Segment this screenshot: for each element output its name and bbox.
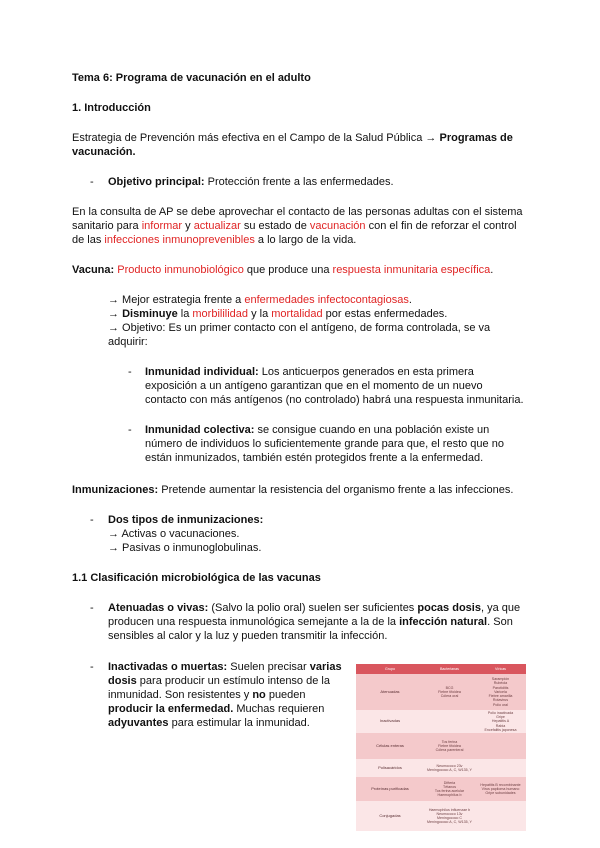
section-heading-clasificacion: 1.1 Clasificación microbiológica de las vacunas bbox=[72, 572, 321, 584]
tipos-activas: → Activas o vacunaciones. bbox=[108, 528, 240, 540]
inmunidad-individual-line-3: contacto con más antígenos (no controlado) habrá una respuesta inmunitaria. bbox=[145, 394, 524, 406]
bold-text: infección natural bbox=[399, 616, 488, 628]
inmunizaciones-definition bbox=[72, 483, 513, 497]
inactivadas-line-1 bbox=[108, 660, 342, 674]
text: Muchas requieren bbox=[233, 703, 325, 715]
table-header-row bbox=[356, 664, 526, 674]
consulta-line-1: En la consulta de AP se debe aprovechar el contacto de las personas adultas con el sistema bbox=[72, 206, 523, 218]
table-cell: Inactivadas bbox=[356, 710, 424, 733]
table-row bbox=[356, 733, 526, 759]
bold-text: producir la enfermedad. bbox=[108, 703, 234, 715]
table-cell: Proteínas purificadas bbox=[356, 777, 424, 801]
highlight: mortalidad bbox=[271, 308, 323, 320]
bullet-dash: - bbox=[128, 366, 132, 378]
table-cell bbox=[475, 759, 526, 777]
label: Atenuadas o vivas: bbox=[108, 602, 209, 614]
bullet-dash: - bbox=[90, 602, 94, 614]
tipos-label: Dos tipos de inmunizaciones: bbox=[108, 514, 264, 526]
table-row bbox=[356, 801, 526, 831]
highlight: informar bbox=[141, 220, 183, 232]
text: Pretende aumentar la resistencia del organismo frente a las infecciones. bbox=[158, 484, 514, 496]
bold-text: Disminuye bbox=[122, 308, 178, 320]
text: y la bbox=[248, 308, 272, 320]
table-cell: Haemophilus influenzae b Neumococo 13v Meningococo C Meningococo A, C, W135, Y bbox=[424, 801, 475, 831]
bold-text: adyuvantes bbox=[108, 717, 169, 729]
table-header-cell: Grupo bbox=[356, 664, 424, 674]
table-cell: Sarampión Rubéola Parotiditis Varicela Fiebre amarilla Rotavirus Polio oral bbox=[475, 674, 526, 710]
text: a lo largo de la vida. bbox=[254, 234, 357, 246]
table-cell: Tos ferina Fiebre tifoidea Cólera parenteral bbox=[424, 733, 475, 759]
section-heading-intro: 1. Introducción bbox=[72, 102, 151, 114]
highlight: vacunación bbox=[309, 220, 366, 232]
highlight: actualizar bbox=[193, 220, 241, 232]
text: producen una respuesta inmunológica semejante a la de la bbox=[108, 616, 400, 628]
vacuna-definition bbox=[72, 263, 493, 277]
text: para estimular la inmunidad. bbox=[168, 717, 310, 729]
highlight: infecciones inmunoprevenibles bbox=[104, 234, 255, 246]
text: Suelen precisar bbox=[227, 661, 310, 673]
inmunidad-individual-line-1 bbox=[145, 365, 474, 379]
table-row bbox=[356, 710, 526, 733]
text: con el fin de reforzar el control bbox=[365, 220, 517, 232]
objetivo-text: Protección frente a las enfermedades. bbox=[204, 176, 394, 188]
consulta-line-2 bbox=[72, 219, 517, 233]
table-cell bbox=[475, 733, 526, 759]
table-cell: Neumococo 23v Meningococo A, C, W135, Y bbox=[424, 759, 475, 777]
table-cell bbox=[424, 710, 475, 733]
label: Inmunidad colectiva: bbox=[145, 424, 255, 436]
tipos-pasivas: → Pasivas o inmunoglobulinas. bbox=[108, 542, 262, 554]
inactivadas-line-3 bbox=[108, 688, 306, 702]
objetivo-label: Objetivo principal: bbox=[108, 176, 205, 188]
vacuna-label: Vacuna: bbox=[72, 264, 115, 276]
table-row bbox=[356, 777, 526, 801]
highlight: enfermedades infectocontagiosas bbox=[244, 294, 409, 306]
atenuadas-line-1 bbox=[108, 601, 520, 615]
table-header-cell: Bacterianas bbox=[424, 664, 475, 674]
arrow-item-1 bbox=[108, 293, 412, 307]
table-cell: Polio inactivada Gripe Hepatitis A Rabia Encefalitis japonesa bbox=[475, 710, 526, 733]
table-cell: BCG Fiebre tifoidea Cólera oral bbox=[424, 674, 475, 710]
text: sanitario para bbox=[72, 220, 142, 232]
highlight: respuesta inmunitaria específica bbox=[332, 264, 491, 276]
text: por estas enfermedades. bbox=[322, 308, 448, 320]
text: . Son bbox=[487, 616, 513, 628]
text: → Mejor estrategia frente a bbox=[108, 294, 245, 306]
label: Inactivadas o muertas: bbox=[108, 661, 228, 673]
inactivadas-line-2 bbox=[108, 674, 330, 688]
bullet-dash: - bbox=[90, 514, 94, 526]
text: , ya que bbox=[480, 602, 521, 614]
text: . bbox=[490, 264, 494, 276]
intro-line-2: vacunación. bbox=[72, 146, 136, 158]
consulta-line-3 bbox=[72, 233, 356, 247]
bold-text: dosis bbox=[108, 675, 137, 687]
table-cell bbox=[475, 801, 526, 831]
bullet-dash: - bbox=[90, 176, 94, 188]
text: su estado de bbox=[240, 220, 310, 232]
bullet-dash: - bbox=[90, 661, 94, 673]
intro-text: Estrategia de Prevención más efectiva en el Campo de la Salud Pública → bbox=[72, 132, 440, 144]
table-cell: Polisacáridos bbox=[356, 759, 424, 777]
atenuadas-line-3: sensibles al calor y la luz y pueden transmitir la infección. bbox=[108, 630, 388, 642]
arrow: → bbox=[108, 308, 123, 320]
table-cell: Células enteras bbox=[356, 733, 424, 759]
highlight: morbililidad bbox=[192, 308, 249, 320]
label: Inmunizaciones: bbox=[72, 484, 159, 496]
highlight: Producto inmunobiológico bbox=[117, 264, 244, 276]
table-cell: Atenuadas bbox=[356, 674, 424, 710]
vaccine-classification-table bbox=[356, 664, 526, 831]
arrow-item-2 bbox=[108, 307, 447, 321]
page-title: Tema 6: Programa de vacunación en el adulto bbox=[72, 72, 311, 84]
table-cell: Difteria Tétanos Tos ferina acelular Haemophilus b bbox=[424, 777, 475, 801]
text: de las bbox=[72, 234, 105, 246]
text: Los anticuerpos generados en esta primera bbox=[258, 366, 474, 378]
inmunidad-individual-line-2: exposición a un antígeno garantizan que en el momento de un nuevo bbox=[145, 380, 483, 392]
table-cell: Hepatitis B recombinante Virus papiloma humano Gripe subunidades bbox=[475, 777, 526, 801]
table-row bbox=[356, 759, 526, 777]
inmunidad-colectiva-line-2: número de individuos lo suficientemente grande para que, el resto que no bbox=[145, 438, 504, 450]
intro-line-1 bbox=[72, 131, 513, 145]
inmunidad-colectiva-line-1 bbox=[145, 423, 489, 437]
text: . bbox=[408, 294, 412, 306]
text: que produce una bbox=[243, 264, 333, 276]
bold-text: pocas dosis bbox=[417, 602, 481, 614]
text: (Salvo la polio oral) suelen ser suficientes bbox=[208, 602, 418, 614]
text: y bbox=[182, 220, 194, 232]
table-row bbox=[356, 674, 526, 710]
inactivadas-line-4 bbox=[108, 702, 324, 716]
arrow-item-3-cont: adquirir: bbox=[108, 336, 148, 348]
text: para producir un estímulo intenso de la bbox=[136, 675, 330, 687]
atenuadas-line-2 bbox=[108, 615, 513, 629]
intro-bold: Programas de bbox=[439, 132, 513, 144]
objetivo-item bbox=[108, 175, 394, 189]
table-cell: Conjugadas bbox=[356, 801, 424, 831]
text: inmunidad. Son resistentes y bbox=[108, 689, 253, 701]
inmunidad-colectiva-line-3: están inmunizados, también estén protegidos frente a la enfermedad. bbox=[145, 452, 484, 464]
text: se consigue cuando en una población existe un bbox=[254, 424, 490, 436]
bullet-dash: - bbox=[128, 424, 132, 436]
table-header-cell: Víricas bbox=[475, 664, 526, 674]
bold-text: varias bbox=[309, 661, 342, 673]
inactivadas-line-5 bbox=[108, 716, 310, 730]
text: pueden bbox=[265, 689, 306, 701]
bold-text: no bbox=[252, 689, 266, 701]
label: Inmunidad individual: bbox=[145, 366, 259, 378]
arrow-item-3: → Objetivo: Es un primer contacto con el antígeno, de forma controlada, se va bbox=[108, 322, 491, 334]
text: la bbox=[177, 308, 193, 320]
